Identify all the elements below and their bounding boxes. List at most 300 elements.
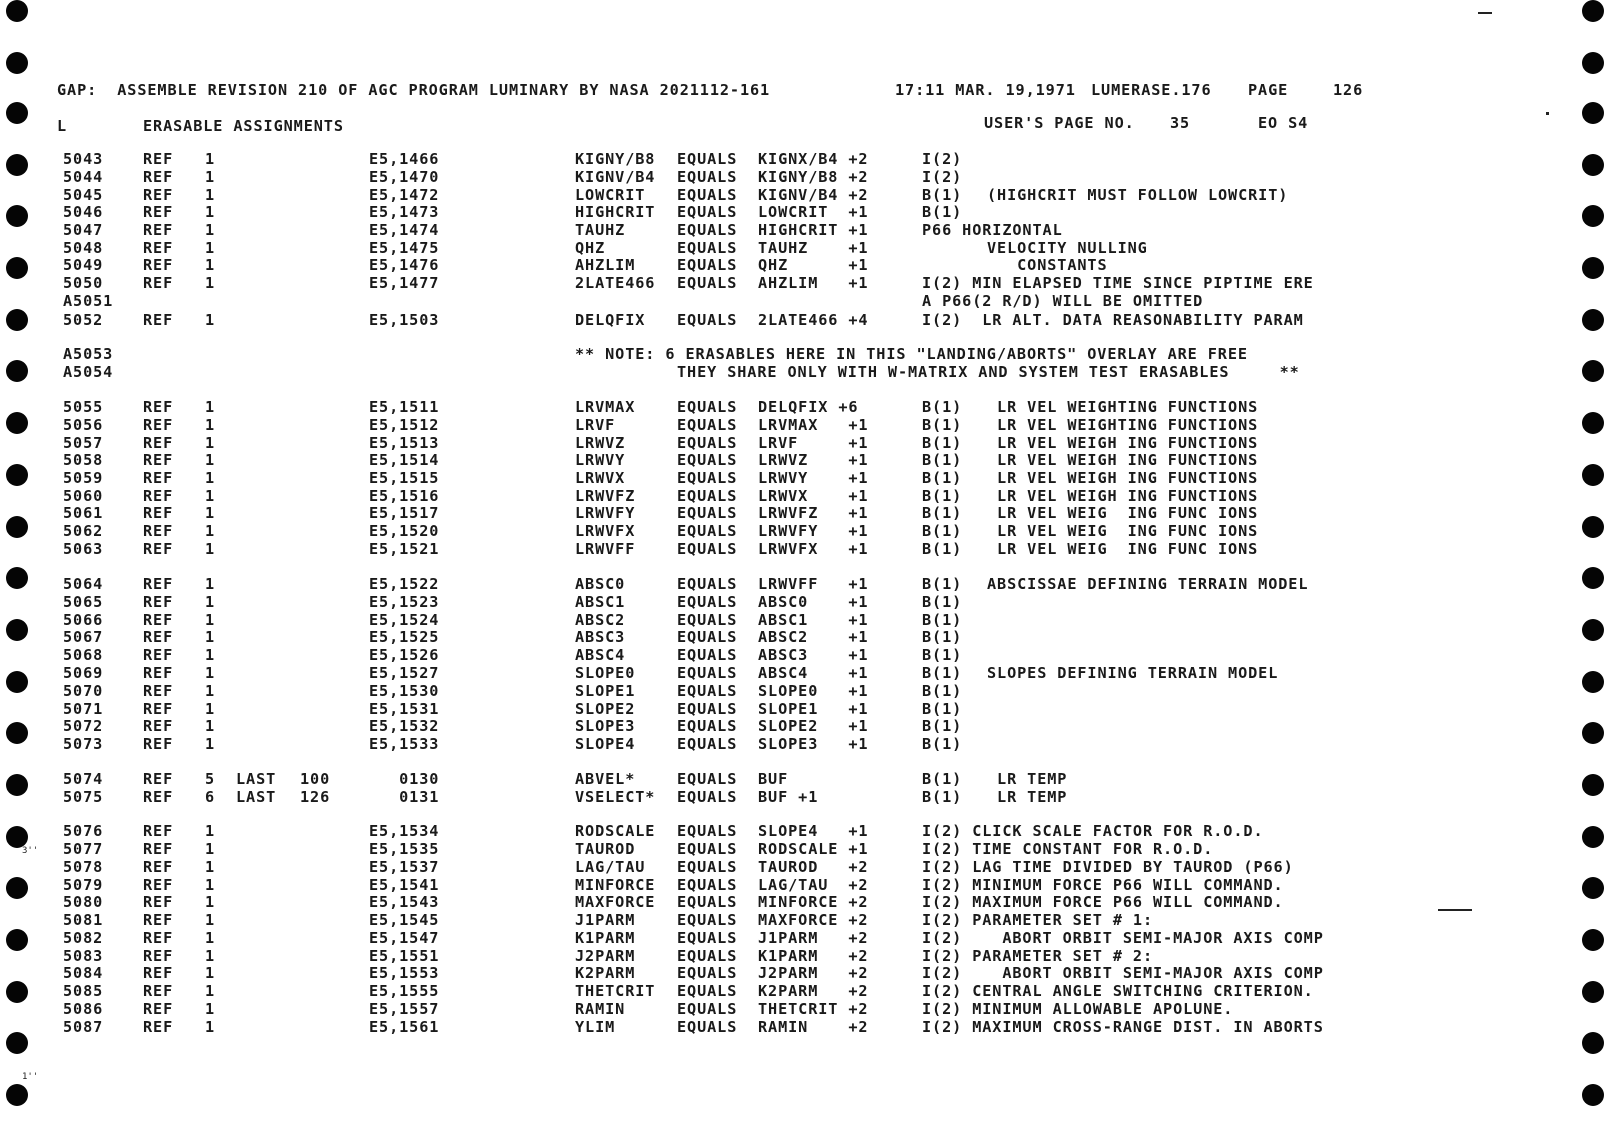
cell-cmt: LR VEL WEIGH ING FUNCTIONS bbox=[987, 451, 1259, 469]
table-row bbox=[0, 664, 1606, 682]
cell-type: B(1) bbox=[922, 628, 963, 646]
cell-cnt: 1 bbox=[205, 311, 216, 329]
cell-addr: E5,1535 bbox=[369, 840, 440, 858]
cell-addr: E5,1526 bbox=[369, 646, 440, 664]
cell-ref: REF bbox=[143, 646, 174, 664]
table-row bbox=[0, 858, 1606, 876]
cell-lastn: 126 bbox=[300, 788, 331, 806]
table-row bbox=[0, 504, 1606, 522]
cell-op: EQUALS bbox=[677, 150, 738, 168]
cell-expr: KIGNY/B8 +2 bbox=[758, 168, 869, 186]
cell-op: EQUALS bbox=[677, 646, 738, 664]
cell-ref: REF bbox=[143, 593, 174, 611]
table-row bbox=[0, 911, 1606, 929]
cell-cnt: 1 bbox=[205, 929, 216, 947]
cell-cmt: (HIGHCRIT MUST FOLLOW LOWCRIT) bbox=[987, 186, 1289, 204]
cell-addr: E5,1474 bbox=[369, 221, 440, 239]
cell-ref: REF bbox=[143, 628, 174, 646]
cell-sym: TAUHZ bbox=[575, 221, 626, 239]
cell-addr: E5,1555 bbox=[369, 982, 440, 1000]
cell-cnt: 1 bbox=[205, 221, 216, 239]
cell-ref: REF bbox=[143, 203, 174, 221]
cell-sym: SLOPE4 bbox=[575, 735, 636, 753]
cell-expr: TAUHZ +1 bbox=[758, 239, 869, 257]
cell-type: B(1) bbox=[922, 735, 963, 753]
cell-type: B(1) bbox=[922, 717, 963, 735]
cell-op: EQUALS bbox=[677, 186, 738, 204]
cell-sym: SLOPE0 bbox=[575, 664, 636, 682]
cell-addr: E5,1551 bbox=[369, 947, 440, 965]
cell-addr: E5,1541 bbox=[369, 876, 440, 894]
cell-addr: E5,1514 bbox=[369, 451, 440, 469]
cell-cnt: 1 bbox=[205, 611, 216, 629]
cell-sym: ** NOTE: 6 ERASABLES HERE IN THIS "LANDING/ABORTS" OVERLAY ARE FREE bbox=[575, 345, 1248, 363]
cell-ref: REF bbox=[143, 964, 174, 982]
table-row bbox=[0, 186, 1606, 204]
cell-sym: ABSC0 bbox=[575, 575, 626, 593]
table-row bbox=[0, 150, 1606, 168]
cell-lastn: 100 bbox=[300, 770, 331, 788]
table-row bbox=[0, 256, 1606, 274]
cell-sym: THETCRIT bbox=[575, 982, 656, 1000]
cell-op: EQUALS bbox=[677, 239, 738, 257]
cell-cnt: 1 bbox=[205, 274, 216, 292]
cell-num: 5080 bbox=[63, 893, 104, 911]
cell-addr: E5,1537 bbox=[369, 858, 440, 876]
cell-sym: YLIM bbox=[575, 1018, 616, 1036]
table-row bbox=[0, 469, 1606, 487]
cell-op: EQUALS bbox=[677, 203, 738, 221]
cell-cmt: LR VEL WEIGH ING FUNCTIONS bbox=[987, 469, 1259, 487]
cell-expr: LRVMAX +1 bbox=[758, 416, 869, 434]
cell-num: 5049 bbox=[63, 256, 104, 274]
cell-op: EQUALS bbox=[677, 1000, 738, 1018]
cell-addr: 0130 bbox=[369, 770, 440, 788]
cell-cnt: 6 bbox=[205, 788, 216, 806]
cell-ref: REF bbox=[143, 911, 174, 929]
cell-num: 5077 bbox=[63, 840, 104, 858]
cell-addr: E5,1534 bbox=[369, 822, 440, 840]
cell-expr: K2PARM +2 bbox=[758, 982, 869, 1000]
cell-cmt: ABSCISSAE DEFINING TERRAIN MODEL bbox=[987, 575, 1309, 593]
cell-addr: E5,1561 bbox=[369, 1018, 440, 1036]
cell-type: I(2) bbox=[922, 168, 963, 186]
cell-cnt: 1 bbox=[205, 1018, 216, 1036]
cell-op: EQUALS bbox=[677, 628, 738, 646]
cell-cmt: LR VEL WEIGHTING FUNCTIONS bbox=[987, 416, 1259, 434]
cell-expr: BUF bbox=[758, 770, 789, 788]
cell-sym: J1PARM bbox=[575, 911, 636, 929]
cell-type: I(2) PARAMETER SET # 2: bbox=[922, 947, 1154, 965]
cell-addr: E5,1525 bbox=[369, 628, 440, 646]
cell-addr: E5,1477 bbox=[369, 274, 440, 292]
cell-cmt: CONSTANTS bbox=[987, 256, 1108, 274]
cell-ref: REF bbox=[143, 858, 174, 876]
cell-expr: 2LATE466 +4 bbox=[758, 311, 869, 329]
cell-cmt: SLOPES DEFINING TERRAIN MODEL bbox=[987, 664, 1279, 682]
cell-type: B(1) bbox=[922, 203, 963, 221]
cell-num: 5063 bbox=[63, 540, 104, 558]
cell-num: 5043 bbox=[63, 150, 104, 168]
cell-expr: KIGNV/B4 +2 bbox=[758, 186, 869, 204]
cell-type: I(2) bbox=[922, 150, 963, 168]
cell-op: EQUALS bbox=[677, 611, 738, 629]
cell-ref: REF bbox=[143, 788, 174, 806]
cell-sym: LRWVX bbox=[575, 469, 626, 487]
cell-cnt: 1 bbox=[205, 840, 216, 858]
table-row bbox=[0, 717, 1606, 735]
table-row bbox=[0, 1018, 1606, 1036]
cell-type: P66 HORIZONTAL bbox=[922, 221, 1063, 239]
cell-num: A5051 bbox=[63, 292, 114, 310]
table-row bbox=[0, 982, 1606, 1000]
cell-op: EQUALS bbox=[677, 487, 738, 505]
cell-op: EQUALS bbox=[677, 274, 738, 292]
cell-ref: REF bbox=[143, 700, 174, 718]
cell-cnt: 1 bbox=[205, 893, 216, 911]
cell-cmt: LR VEL WEIGH ING FUNCTIONS bbox=[987, 487, 1259, 505]
cell-sym: AHZLIM bbox=[575, 256, 636, 274]
cell-sym: LRWVY bbox=[575, 451, 626, 469]
cell-op: EQUALS bbox=[677, 575, 738, 593]
cell-sym: LRWVFF bbox=[575, 540, 636, 558]
table-row bbox=[0, 363, 1606, 381]
cell-sym: LRVF bbox=[575, 416, 616, 434]
cell-sym: LAG/TAU bbox=[575, 858, 646, 876]
cell-type: A P66(2 R/D) WILL BE OMITTED bbox=[922, 292, 1204, 310]
cell-ref: REF bbox=[143, 274, 174, 292]
cell-cmt: LR VEL WEIG ING FUNC IONS bbox=[987, 522, 1259, 540]
cell-ref: REF bbox=[143, 416, 174, 434]
cell-addr: E5,1466 bbox=[369, 150, 440, 168]
table-row bbox=[0, 1000, 1606, 1018]
cell-ref: REF bbox=[143, 150, 174, 168]
cell-cnt: 1 bbox=[205, 858, 216, 876]
table-row bbox=[0, 788, 1606, 806]
cell-op: EQUALS bbox=[677, 1018, 738, 1036]
cell-num: 5046 bbox=[63, 203, 104, 221]
cell-ref: REF bbox=[143, 451, 174, 469]
cell-op: EQUALS bbox=[677, 221, 738, 239]
cell-sym: SLOPE3 bbox=[575, 717, 636, 735]
cell-num: 5059 bbox=[63, 469, 104, 487]
cell-sym: ABSC4 bbox=[575, 646, 626, 664]
cell-expr: MAXFORCE +2 bbox=[758, 911, 869, 929]
cell-cnt: 1 bbox=[205, 947, 216, 965]
cell-num: 5067 bbox=[63, 628, 104, 646]
cell-num: 5084 bbox=[63, 964, 104, 982]
cell-cmt: LR TEMP bbox=[987, 770, 1068, 788]
cell-type: I(2) CENTRAL ANGLE SWITCHING CRITERION. bbox=[922, 982, 1314, 1000]
table-row bbox=[0, 203, 1606, 221]
cell-expr: SLOPE0 +1 bbox=[758, 682, 869, 700]
cell-sym: DELQFIX bbox=[575, 311, 646, 329]
cell-num: 5044 bbox=[63, 168, 104, 186]
cell-num: 5047 bbox=[63, 221, 104, 239]
cell-cnt: 1 bbox=[205, 876, 216, 894]
cell-expr: HIGHCRIT +1 bbox=[758, 221, 869, 239]
table-row bbox=[0, 929, 1606, 947]
cell-op: EQUALS bbox=[677, 593, 738, 611]
cell-num: 5079 bbox=[63, 876, 104, 894]
cell-type: I(2) MAXIMUM CROSS-RANGE DIST. IN ABORTS bbox=[922, 1018, 1324, 1036]
cell-op: EQUALS bbox=[677, 256, 738, 274]
cell-ref: REF bbox=[143, 1000, 174, 1018]
cell-cmt: LR VEL WEIG ING FUNC IONS bbox=[987, 540, 1259, 558]
cell-addr: E5,1470 bbox=[369, 168, 440, 186]
cell-num: 5066 bbox=[63, 611, 104, 629]
page-label: PAGE bbox=[1248, 81, 1289, 99]
cell-expr: LRWVFY +1 bbox=[758, 522, 869, 540]
cell-addr: E5,1524 bbox=[369, 611, 440, 629]
cell-addr: E5,1520 bbox=[369, 522, 440, 540]
cell-type: B(1) bbox=[922, 664, 963, 682]
cell-expr: J1PARM +2 bbox=[758, 929, 869, 947]
cell-op: EQUALS bbox=[677, 858, 738, 876]
cell-addr: E5,1523 bbox=[369, 593, 440, 611]
cell-num: 5048 bbox=[63, 239, 104, 257]
cell-expr: LRWVZ +1 bbox=[758, 451, 869, 469]
cell-ref: REF bbox=[143, 239, 174, 257]
cell-ref: REF bbox=[143, 504, 174, 522]
cell-expr: KIGNX/B4 +2 bbox=[758, 150, 869, 168]
cell-num: 5068 bbox=[63, 646, 104, 664]
cell-type: B(1) bbox=[922, 434, 963, 452]
cell-expr: TAUROD +2 bbox=[758, 858, 869, 876]
cell-type: B(1) bbox=[922, 522, 963, 540]
table-row bbox=[0, 646, 1606, 664]
cell-ref: REF bbox=[143, 822, 174, 840]
cell-ref: REF bbox=[143, 840, 174, 858]
table-row bbox=[0, 487, 1606, 505]
cell-cnt: 1 bbox=[205, 646, 216, 664]
cell-sym: SLOPE2 bbox=[575, 700, 636, 718]
cell-ref: REF bbox=[143, 611, 174, 629]
cell-ref: REF bbox=[143, 256, 174, 274]
table-row bbox=[0, 451, 1606, 469]
cell-expr: K1PARM +2 bbox=[758, 947, 869, 965]
section-title: ERASABLE ASSIGNMENTS bbox=[143, 117, 344, 135]
cell-cnt: 1 bbox=[205, 451, 216, 469]
cell-num: 5086 bbox=[63, 1000, 104, 1018]
cell-ref: REF bbox=[143, 664, 174, 682]
cell-num: 5087 bbox=[63, 1018, 104, 1036]
cell-sym: RODSCALE bbox=[575, 822, 656, 840]
cell-addr: E5,1532 bbox=[369, 717, 440, 735]
cell-expr: SLOPE3 +1 bbox=[758, 735, 869, 753]
cell-num: 5064 bbox=[63, 575, 104, 593]
cell-sym: LRWVZ bbox=[575, 434, 626, 452]
cell-cnt: 1 bbox=[205, 256, 216, 274]
cell-num: 5078 bbox=[63, 858, 104, 876]
cell-addr: E5,1472 bbox=[369, 186, 440, 204]
cell-addr: E5,1527 bbox=[369, 664, 440, 682]
cell-expr: RODSCALE +1 bbox=[758, 840, 869, 858]
cell-op: EQUALS bbox=[677, 964, 738, 982]
cell-op: EQUALS bbox=[677, 929, 738, 947]
table-row bbox=[0, 947, 1606, 965]
cell-addr: E5,1516 bbox=[369, 487, 440, 505]
table-row bbox=[0, 292, 1606, 310]
cell-sym: MAXFORCE bbox=[575, 893, 656, 911]
cell-addr: E5,1543 bbox=[369, 893, 440, 911]
cell-type: I(2) MINIMUM ALLOWABLE APOLUNE. bbox=[922, 1000, 1234, 1018]
cell-expr: J2PARM +2 bbox=[758, 964, 869, 982]
cell-sym: VSELECT* bbox=[575, 788, 656, 806]
cell-op: EQUALS bbox=[677, 504, 738, 522]
table-row bbox=[0, 611, 1606, 629]
cell-ref: REF bbox=[143, 770, 174, 788]
cell-expr: BUF +1 bbox=[758, 788, 819, 806]
table-row bbox=[0, 239, 1606, 257]
table-row bbox=[0, 628, 1606, 646]
cell-cnt: 5 bbox=[205, 770, 216, 788]
cell-expr: SLOPE1 +1 bbox=[758, 700, 869, 718]
cell-cnt: 1 bbox=[205, 540, 216, 558]
cell-num: 5062 bbox=[63, 522, 104, 540]
cell-op: EQUALS bbox=[677, 788, 738, 806]
cell-ref: REF bbox=[143, 540, 174, 558]
cell-sym: LOWCRIT bbox=[575, 186, 646, 204]
cell-expr: ABSC1 +1 bbox=[758, 611, 869, 629]
cell-sym: LRWVFY bbox=[575, 504, 636, 522]
cell-cnt: 1 bbox=[205, 911, 216, 929]
cell-op: EQUALS bbox=[677, 840, 738, 858]
cell-num: 5069 bbox=[63, 664, 104, 682]
cell-num: 5061 bbox=[63, 504, 104, 522]
cell-addr: E5,1513 bbox=[369, 434, 440, 452]
cell-sym: SLOPE1 bbox=[575, 682, 636, 700]
cell-sym: QHZ bbox=[575, 239, 606, 257]
cell-addr: E5,1511 bbox=[369, 398, 440, 416]
cell-op: EQUALS bbox=[677, 434, 738, 452]
cell-expr: SLOPE4 +1 bbox=[758, 822, 869, 840]
cell-addr: E5,1553 bbox=[369, 964, 440, 982]
cell-cmt: LR TEMP bbox=[987, 788, 1068, 806]
cell-op: EQUALS bbox=[677, 770, 738, 788]
cell-num: A5053 bbox=[63, 345, 114, 363]
cell-addr: E5,1522 bbox=[369, 575, 440, 593]
listing-file: LUMERASE.176 bbox=[1091, 81, 1212, 99]
cell-addr: E5,1521 bbox=[369, 540, 440, 558]
cell-ref: REF bbox=[143, 1018, 174, 1036]
cell-cnt: 1 bbox=[205, 1000, 216, 1018]
cell-cnt: 1 bbox=[205, 682, 216, 700]
table-row bbox=[0, 540, 1606, 558]
cell-type: B(1) bbox=[922, 575, 963, 593]
cell-expr: LRWVFF +1 bbox=[758, 575, 869, 593]
cell-op: EQUALS bbox=[677, 416, 738, 434]
cell-cnt: 1 bbox=[205, 982, 216, 1000]
cell-cnt: 1 bbox=[205, 168, 216, 186]
cell-op: EQUALS bbox=[677, 822, 738, 840]
cell-ref: REF bbox=[143, 311, 174, 329]
cell-cnt: 1 bbox=[205, 822, 216, 840]
table-row bbox=[0, 770, 1606, 788]
listing-title: GAP: ASSEMBLE REVISION 210 OF AGC PROGRAM LUMINARY BY NASA 2021112-161 bbox=[57, 81, 771, 99]
table-row bbox=[0, 735, 1606, 753]
cell-sym: J2PARM bbox=[575, 947, 636, 965]
cell-op: EQUALS bbox=[677, 982, 738, 1000]
cell-op: EQUALS bbox=[677, 735, 738, 753]
cell-cnt: 1 bbox=[205, 469, 216, 487]
cell-sym: MINFORCE bbox=[575, 876, 656, 894]
cell-type: B(1) bbox=[922, 487, 963, 505]
cell-expr: ABSC4 +1 bbox=[758, 664, 869, 682]
cell-cmt: LR VEL WEIGH ING FUNCTIONS bbox=[987, 434, 1259, 452]
cell-cnt: 1 bbox=[205, 735, 216, 753]
cell-num: 5070 bbox=[63, 682, 104, 700]
cell-cnt: 1 bbox=[205, 593, 216, 611]
cell-cnt: 1 bbox=[205, 487, 216, 505]
cell-op: EQUALS bbox=[677, 469, 738, 487]
cell-cnt: 1 bbox=[205, 504, 216, 522]
cell-num: 5050 bbox=[63, 274, 104, 292]
cell-last: LAST bbox=[236, 788, 277, 806]
cell-num: 5081 bbox=[63, 911, 104, 929]
cell-op: EQUALS bbox=[677, 911, 738, 929]
cell-op: EQUALS bbox=[677, 398, 738, 416]
cell-addr: E5,1517 bbox=[369, 504, 440, 522]
cell-cnt: 1 bbox=[205, 434, 216, 452]
cell-num: 5082 bbox=[63, 929, 104, 947]
cell-op: THEY SHARE ONLY WITH W-MATRIX AND SYSTEM TEST ERASABLES ** bbox=[677, 363, 1300, 381]
cell-sym: TAUROD bbox=[575, 840, 636, 858]
user-page-label: USER'S PAGE NO. bbox=[984, 114, 1135, 132]
cell-cnt: 1 bbox=[205, 664, 216, 682]
cell-cnt: 1 bbox=[205, 186, 216, 204]
cell-expr: ABSC0 +1 bbox=[758, 593, 869, 611]
cell-sym: K1PARM bbox=[575, 929, 636, 947]
cell-num: A5054 bbox=[63, 363, 114, 381]
user-page-number: 35 bbox=[1170, 114, 1191, 132]
table-row bbox=[0, 876, 1606, 894]
cell-expr: LRWVFX +1 bbox=[758, 540, 869, 558]
cell-expr: THETCRIT +2 bbox=[758, 1000, 869, 1018]
cell-type: I(2) MINIMUM FORCE P66 WILL COMMAND. bbox=[922, 876, 1284, 894]
cell-expr: MINFORCE +2 bbox=[758, 893, 869, 911]
cell-type: B(1) bbox=[922, 398, 963, 416]
cell-cnt: 1 bbox=[205, 203, 216, 221]
table-row bbox=[0, 311, 1606, 329]
cell-ref: REF bbox=[143, 469, 174, 487]
cell-expr: LRWVFZ +1 bbox=[758, 504, 869, 522]
cell-num: 5065 bbox=[63, 593, 104, 611]
cell-type: B(1) bbox=[922, 682, 963, 700]
cell-sym: KIGNV/B4 bbox=[575, 168, 656, 186]
table-row bbox=[0, 168, 1606, 186]
cell-cnt: 1 bbox=[205, 575, 216, 593]
cell-addr: E5,1512 bbox=[369, 416, 440, 434]
cell-type: I(2) MAXIMUM FORCE P66 WILL COMMAND. bbox=[922, 893, 1284, 911]
cell-ref: REF bbox=[143, 682, 174, 700]
cell-ref: REF bbox=[143, 434, 174, 452]
cell-type: I(2) CLICK SCALE FACTOR FOR R.O.D. bbox=[922, 822, 1264, 840]
cell-ref: REF bbox=[143, 398, 174, 416]
cell-type: B(1) bbox=[922, 593, 963, 611]
table-row bbox=[0, 893, 1606, 911]
cell-op: EQUALS bbox=[677, 451, 738, 469]
cell-type: B(1) bbox=[922, 416, 963, 434]
cell-num: 5085 bbox=[63, 982, 104, 1000]
cell-sym: ABSC1 bbox=[575, 593, 626, 611]
cell-ref: REF bbox=[143, 876, 174, 894]
cell-addr: E5,1530 bbox=[369, 682, 440, 700]
cell-sym: ABSC3 bbox=[575, 628, 626, 646]
cell-ref: REF bbox=[143, 982, 174, 1000]
listing-datetime: 17:11 MAR. 19,1971 bbox=[895, 81, 1076, 99]
table-row bbox=[0, 434, 1606, 452]
